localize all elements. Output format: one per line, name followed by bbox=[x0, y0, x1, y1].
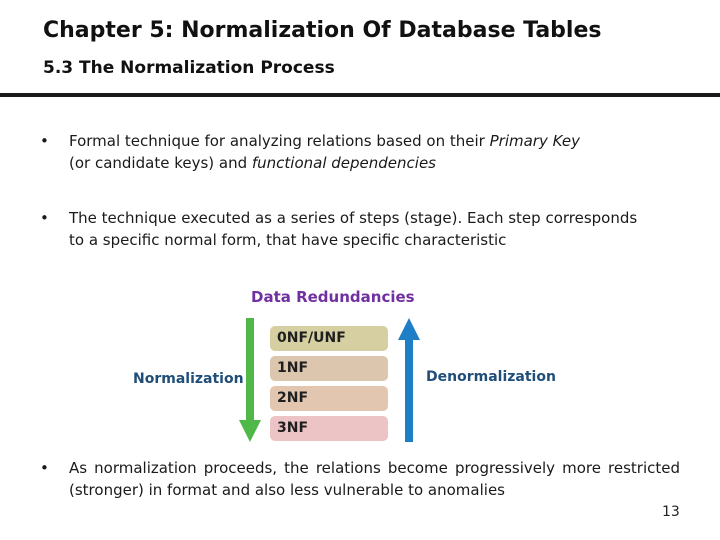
emphasis-functional-dependencies: functional dependencies bbox=[251, 154, 436, 172]
bullet-marker: • bbox=[40, 459, 49, 477]
bullet-text: As normalization proceeds, the relations become progressively more restricted (stronger) in format and also less vulnerable to anomalies bbox=[69, 459, 680, 499]
denormalization-label: Denormalization bbox=[426, 369, 556, 385]
bullet-marker: • bbox=[40, 209, 49, 227]
stage-0nf-unf: 0NF/UNF bbox=[270, 326, 388, 351]
slide-subtitle: 5.3 The Normalization Process bbox=[43, 58, 335, 78]
bullet-text: Formal technique for analyzing relations based on their Primary Key (or candidate keys) and functional dependencies bbox=[69, 132, 581, 172]
slide-title: Chapter 5: Normalization Of Database Tables bbox=[43, 18, 602, 43]
page-number: 13 bbox=[662, 504, 680, 520]
denormalization-up-arrow-icon bbox=[398, 318, 420, 442]
bullet-text: The technique executed as a series of steps (stage). Each step corresponds to a specific normal form, that have specific characteristic bbox=[69, 209, 638, 249]
normalization-label: Normalization bbox=[133, 371, 244, 387]
emphasis-primary-key: Primary Key bbox=[489, 132, 581, 150]
title-divider bbox=[0, 93, 720, 97]
data-redundancies-label: Data Redundancies bbox=[251, 288, 415, 306]
stage-2nf: 2NF bbox=[270, 386, 388, 411]
stage-1nf: 1NF bbox=[270, 356, 388, 381]
bullet-marker: • bbox=[40, 132, 49, 150]
stage-3nf: 3NF bbox=[270, 416, 388, 441]
